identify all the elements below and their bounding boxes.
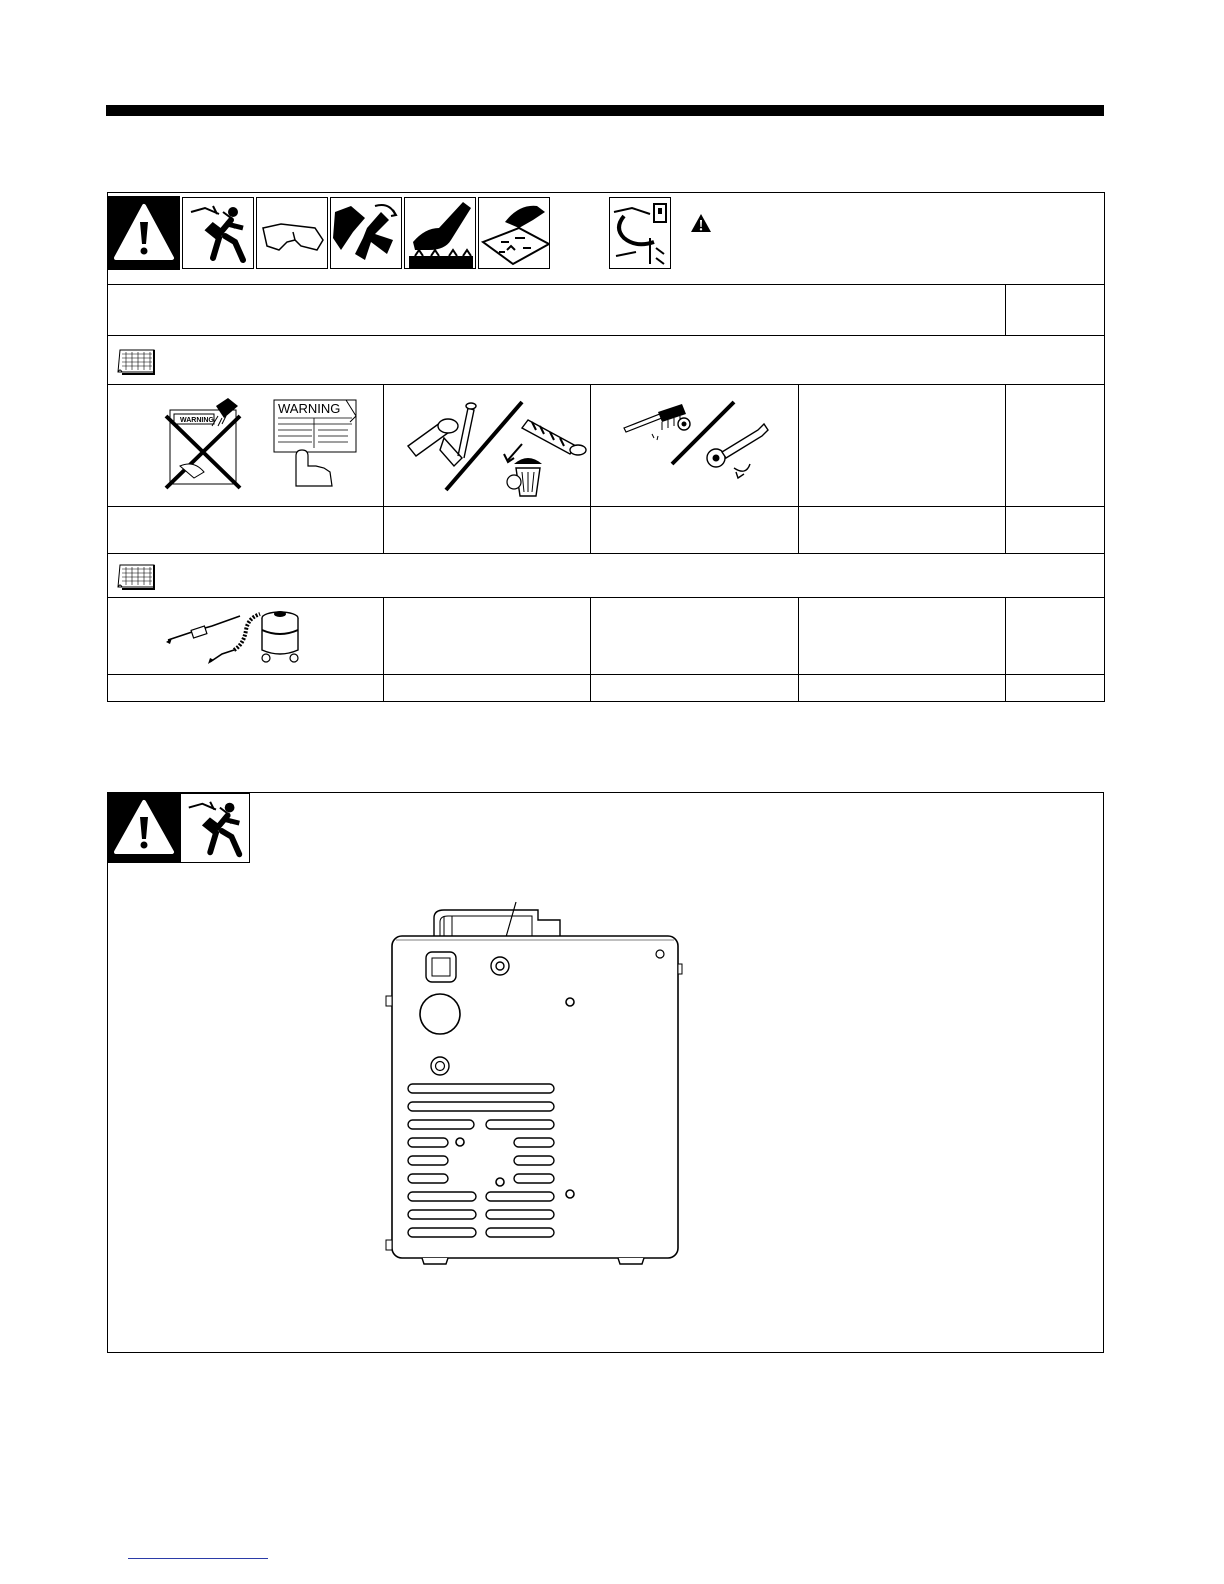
clean-torch-vacuum-illustration bbox=[162, 604, 308, 668]
electric-shock-icon-2 bbox=[180, 793, 250, 863]
header-rule bbox=[106, 105, 1104, 116]
footer-link-underline bbox=[128, 1558, 268, 1559]
warning-label-new: WARNING bbox=[278, 401, 341, 416]
small-warning-icon bbox=[690, 212, 712, 234]
unit-rear-panel-drawing bbox=[382, 900, 684, 1272]
hot-parts-icon bbox=[404, 197, 476, 269]
warning-label-old: WARNING bbox=[180, 417, 214, 424]
static-electricity-icon bbox=[478, 197, 550, 269]
replace-cables-illustration bbox=[404, 400, 590, 498]
electric-shock-icon bbox=[182, 197, 254, 269]
warning-triangle-icon-2 bbox=[108, 793, 180, 863]
clean-tighten-illustration bbox=[620, 400, 772, 484]
calendar-icon bbox=[116, 346, 158, 376]
replace-labels-illustration bbox=[160, 396, 360, 492]
safety-goggles-icon bbox=[256, 197, 328, 269]
disconnect-power-icon bbox=[609, 197, 671, 269]
calendar-icon-2 bbox=[116, 561, 158, 591]
moving-parts-fan-icon bbox=[330, 197, 402, 269]
warning-triangle-icon bbox=[108, 196, 180, 270]
